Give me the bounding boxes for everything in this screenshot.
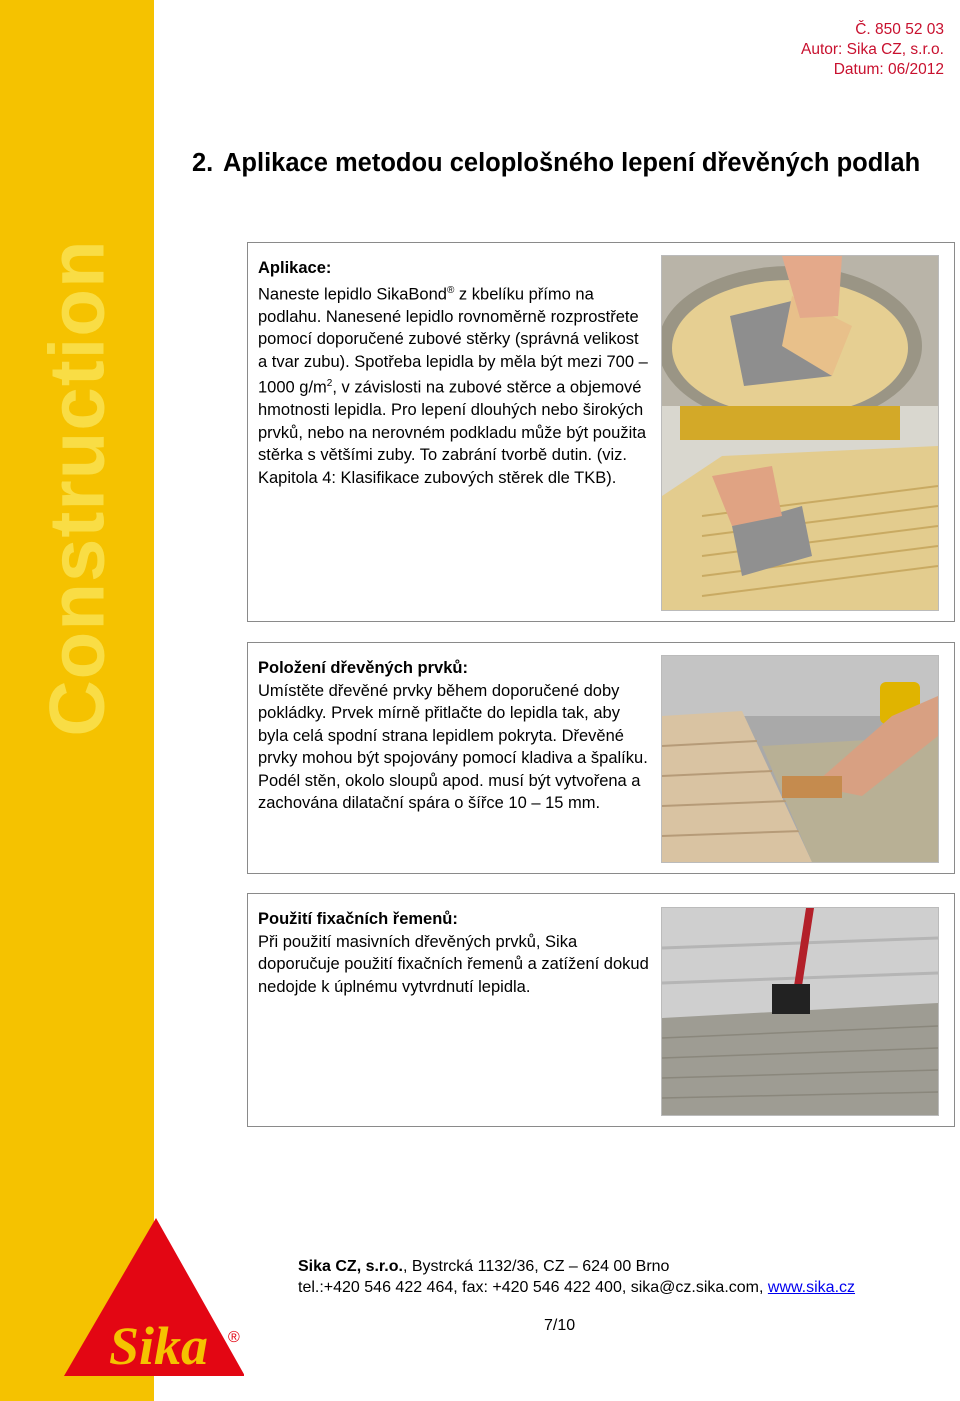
application-title: Aplikace: (258, 259, 332, 277)
section-heading (192, 147, 932, 180)
doc-author: Autor: Sika CZ, s.r.o. (801, 41, 944, 58)
footer-company: Sika CZ, s.r.o. (298, 1258, 403, 1275)
photo-laying-wood (661, 655, 939, 863)
footer-website-link[interactable]: www.sika.cz (767, 1279, 856, 1296)
sidebar-band (0, 0, 154, 1401)
laying-box (247, 642, 955, 874)
fixing-title: Použití fixačních řemenů: (258, 910, 458, 928)
sidebar-vertical-text: Construction (32, 239, 121, 737)
footer-phone-email: tel.:+420 546 422 464, fax: +420 546 422 400, sika@cz.sika.com, (298, 1279, 768, 1296)
laying-title: Položení dřevěných prvků: (258, 659, 468, 677)
page-number: 7/10 (544, 1317, 576, 1334)
footer-contact (298, 1256, 855, 1298)
heading-text: Aplikace metodou celoplošného lepení dřevěných podlah (223, 149, 921, 177)
application-text-part2: z kbelíku přímo na podlahu. Nanesené lepidlo rovnoměrně rozprostřete pomocí doporučené zubové stěrky (správná velikost a tvar zubu). Spotřeba lepidla by měla být mezi 700 – 1000 g/m (258, 285, 648, 397)
logo-brand-text: Sika (109, 1316, 209, 1376)
document-meta (801, 20, 944, 80)
application-text-part1: Naneste lepidlo SikaBond (258, 285, 447, 303)
sika-logo (64, 1218, 244, 1378)
fixing-text (258, 908, 654, 998)
photo-glue-application (661, 255, 939, 611)
registered-mark: ® (446, 284, 455, 296)
laying-text (258, 657, 654, 815)
photo-fixing-straps (661, 907, 939, 1116)
application-text (258, 257, 650, 489)
logo-registered-mark: ® (228, 1329, 240, 1346)
superscript-two: 2 (326, 378, 333, 389)
footer-address-line (298, 1256, 855, 1277)
footer-contact-line (298, 1277, 855, 1298)
doc-date: Datum: 06/2012 (833, 61, 944, 78)
fixing-straps-box (247, 893, 955, 1127)
heading-number: 2. (192, 149, 214, 177)
laying-body: Umístěte dřevěné prvky během doporučené doby pokládky. Prvek mírně přitlačte do lepidla tak, aby byla celá spodní strana lepidlem pokryta. Dřevěné prvky mohou být spojovány pomocí kladiva a špalíku. Podél stěn, okolo sloupů apod. musí být vytvořena a zachována dilatační spára o šířce 10 – 15 mm. (258, 681, 648, 812)
application-text-part3: , v závislosti na zubové stěrce a objemové hmotnosti lepidla. Pro lepení dlouhých nebo širokých prvků, nebo na nerovném podkladu může být použita stěrka s většími zuby. To zabrání tvorbě dutin. (viz. Kapitola 4: Klasifikace zubových stěrek dle TKB). (258, 378, 646, 487)
doc-number: Č. 850 52 03 (855, 21, 944, 38)
application-box (247, 242, 955, 622)
fixing-body: Při použití masivních dřevěných prvků, Sika doporučuje použití fixačních řemenů a zatížení dokud nedojde k úplnému vytvrdnutí lepidla. (258, 932, 649, 996)
footer-address: , Bystrcká 1132/36, CZ – 624 00 Brno (402, 1258, 670, 1275)
